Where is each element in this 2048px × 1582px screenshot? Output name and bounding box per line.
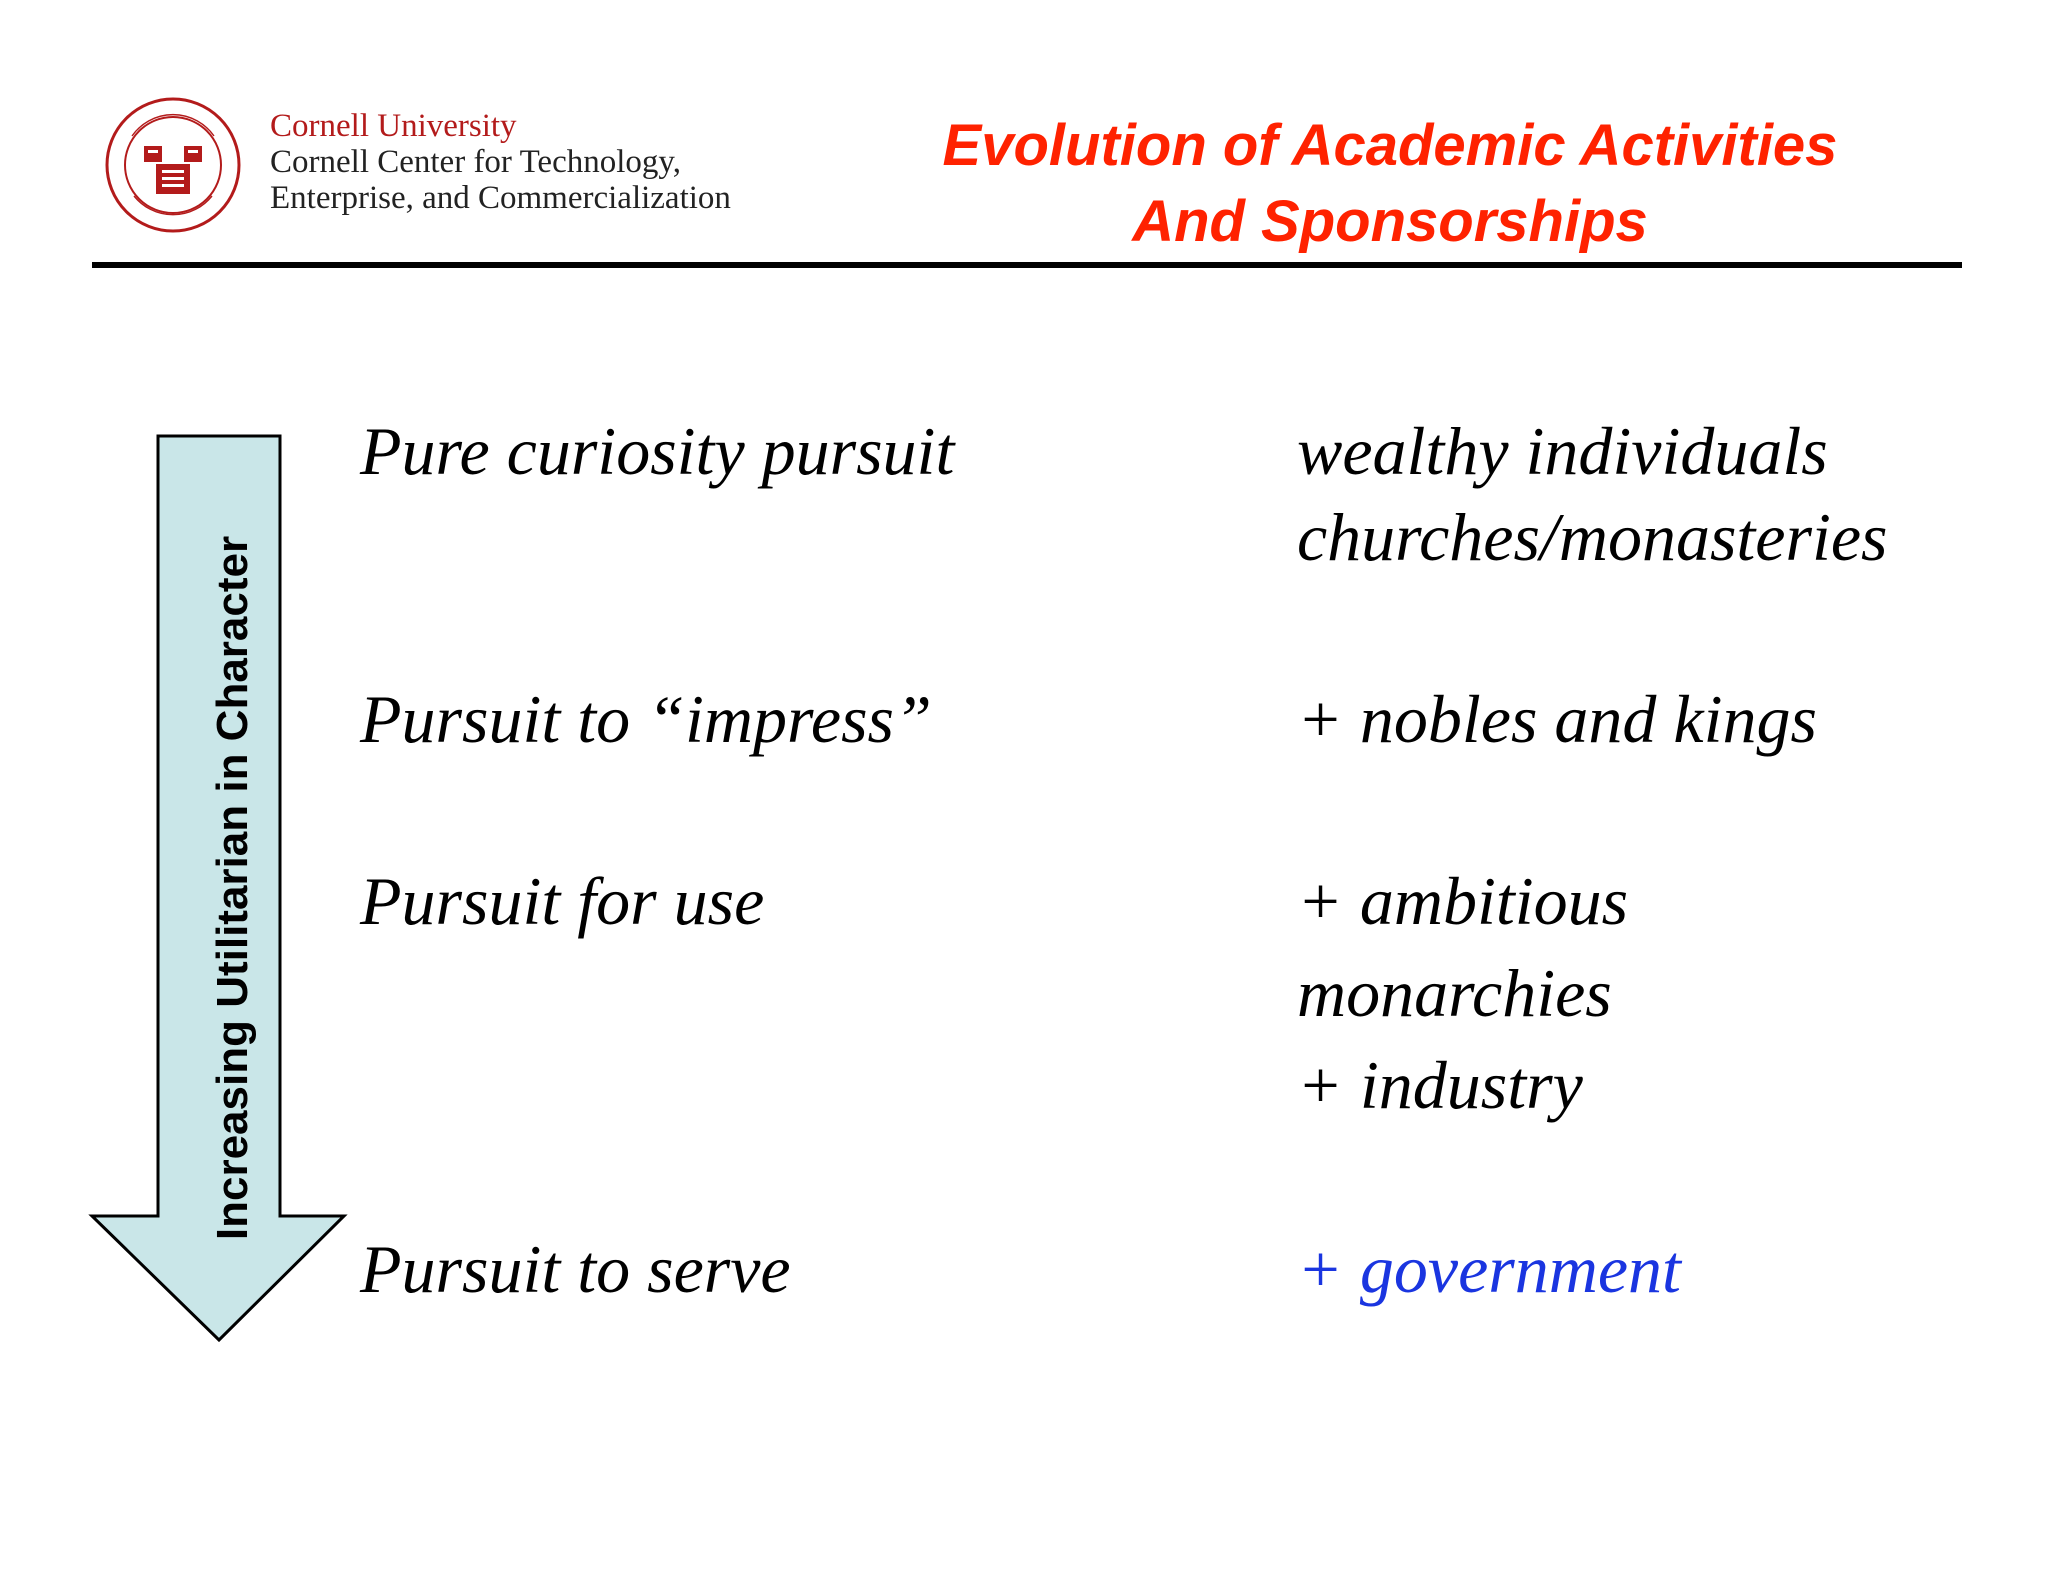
sponsor-industry: + industry [1297, 1047, 1583, 1123]
sponsor-nobles-kings: + nobles and kings [1297, 681, 1817, 757]
slide-title-line1: Evolution of Academic Activities [942, 113, 1838, 178]
activity-for-use: Pursuit for use [360, 863, 765, 939]
sponsor-government: + government [1297, 1231, 1681, 1307]
center-name-line1: Cornell Center for Technology, [270, 144, 682, 180]
sponsor-wealthy-individuals: wealthy individuals [1297, 413, 1828, 489]
cornell-wordmark [270, 108, 731, 216]
sponsor-churches: churches/monasteries [1297, 499, 1888, 575]
activity-pure-curiosity: Pure curiosity pursuit [360, 413, 955, 489]
center-name-line2: Enterprise, and Commercialization [270, 180, 731, 216]
activity-impress: Pursuit to “impress” [360, 681, 932, 757]
slide-title [860, 108, 1920, 260]
cornell-seal-logo [104, 96, 242, 234]
activity-to-serve: Pursuit to serve [360, 1231, 791, 1307]
arrow-label: Increasing Utilitarian in Character [208, 535, 257, 1241]
header-divider [92, 262, 1962, 268]
sponsor-monarchies: monarchies [1297, 955, 1612, 1031]
university-name: Cornell University [270, 108, 517, 144]
slide-title-line2: And Sponsorships [1132, 189, 1648, 254]
sponsor-ambitious: + ambitious [1297, 863, 1629, 939]
